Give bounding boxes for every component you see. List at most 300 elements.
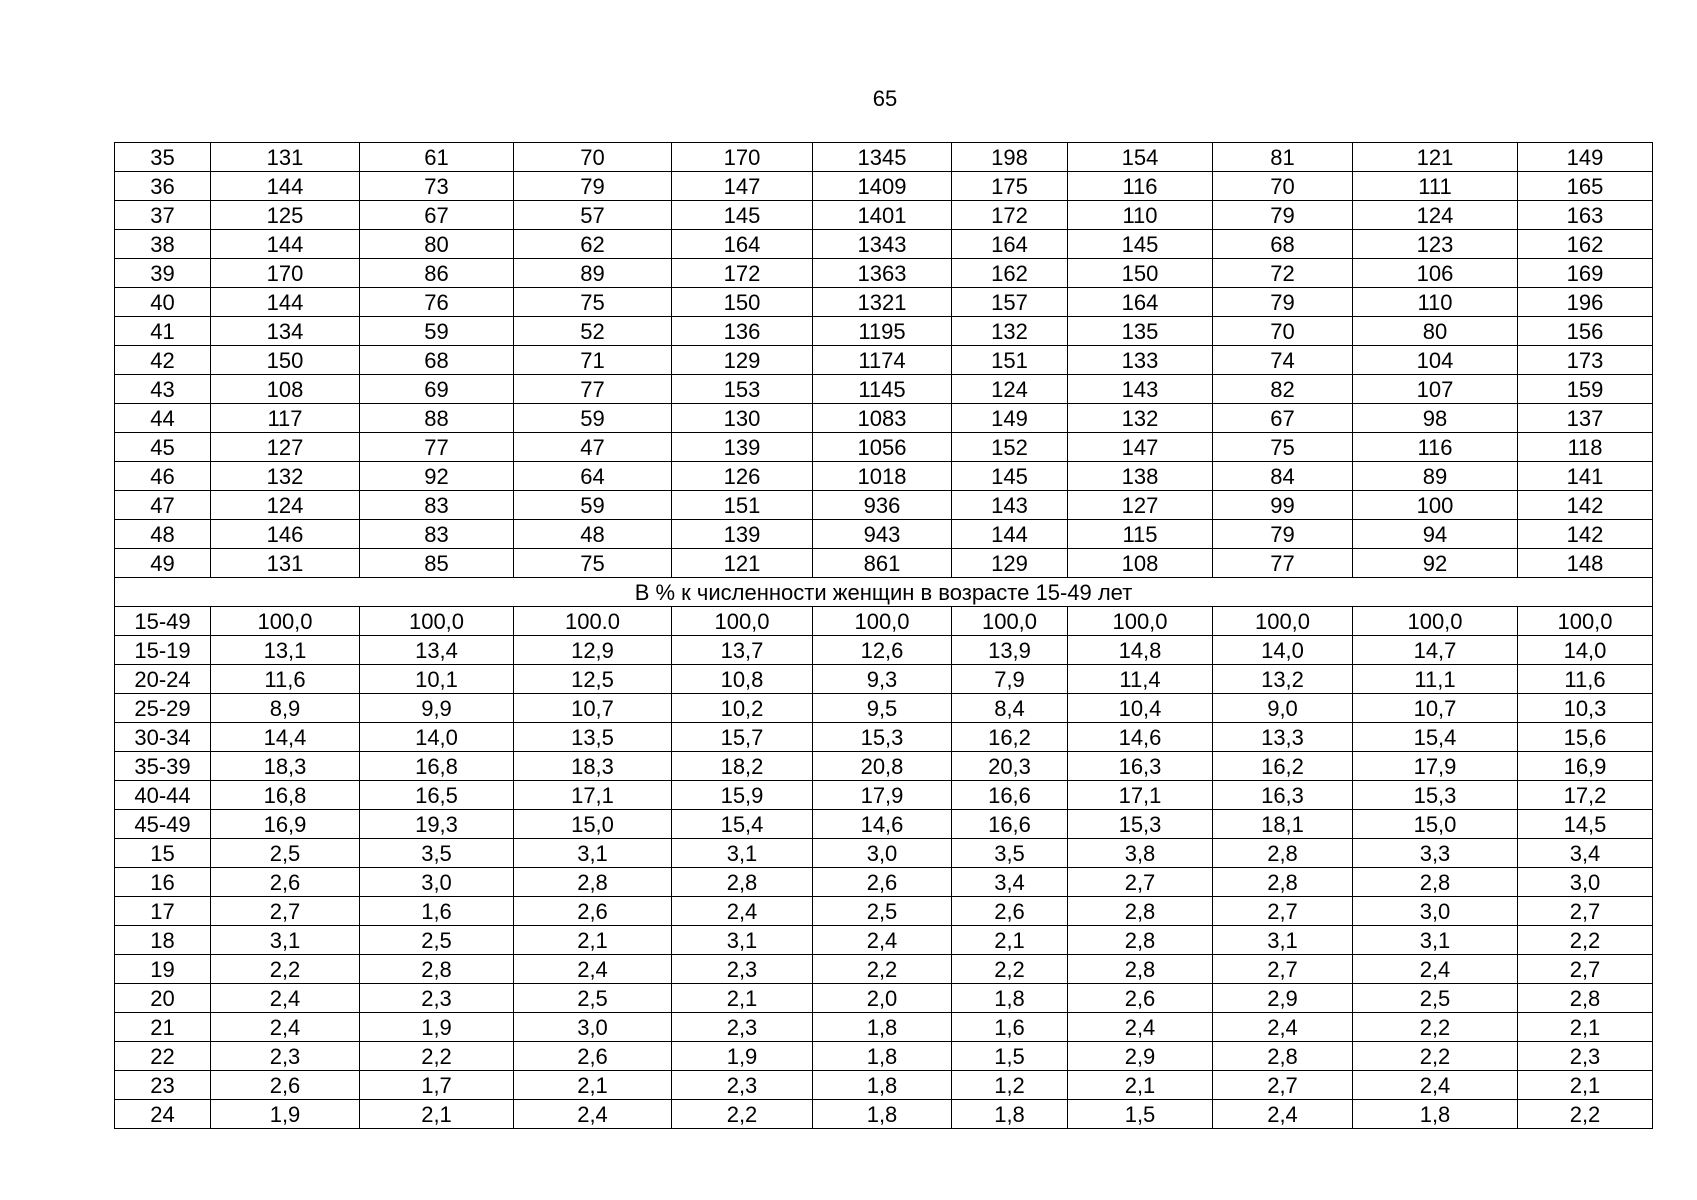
data-cell: 147 <box>672 172 813 201</box>
data-cell: 17,1 <box>514 781 672 810</box>
data-cell: 10,3 <box>1518 694 1653 723</box>
data-cell: 2,8 <box>1068 926 1213 955</box>
data-cell: 2,1 <box>360 1100 514 1129</box>
data-cell: 3,4 <box>952 868 1068 897</box>
row-label-cell: 40 <box>115 288 211 317</box>
row-label-cell: 20-24 <box>115 665 211 694</box>
data-cell: 198 <box>952 143 1068 172</box>
data-cell: 1,5 <box>1068 1100 1213 1129</box>
data-cell: 2,4 <box>514 1100 672 1129</box>
data-cell: 2,4 <box>211 1013 360 1042</box>
table-row <box>115 984 1653 1013</box>
data-cell: 1195 <box>813 317 952 346</box>
row-label-cell: 45 <box>115 433 211 462</box>
data-cell: 144 <box>211 230 360 259</box>
data-cell: 2,1 <box>952 926 1068 955</box>
data-cell: 16,8 <box>360 752 514 781</box>
data-cell: 153 <box>672 375 813 404</box>
data-cell: 10,2 <box>672 694 813 723</box>
data-cell: 2,9 <box>1068 1042 1213 1071</box>
table-row <box>115 288 1653 317</box>
data-cell: 2,3 <box>360 984 514 1013</box>
data-cell: 79 <box>1213 288 1353 317</box>
table-row <box>115 317 1653 346</box>
data-cell: 18,1 <box>1213 810 1353 839</box>
data-cell: 2,1 <box>514 1071 672 1100</box>
data-cell: 15,9 <box>672 781 813 810</box>
data-cell: 121 <box>672 549 813 578</box>
data-cell: 2,7 <box>1213 897 1353 926</box>
table-row <box>115 636 1653 665</box>
data-cell: 1343 <box>813 230 952 259</box>
data-cell: 100 <box>1353 491 1518 520</box>
data-cell: 157 <box>952 288 1068 317</box>
data-cell: 2,2 <box>952 955 1068 984</box>
data-cell: 1056 <box>813 433 952 462</box>
data-cell: 83 <box>360 520 514 549</box>
data-cell: 86 <box>360 259 514 288</box>
data-cell: 1,8 <box>813 1042 952 1071</box>
page-number: 65 <box>872 86 898 111</box>
table-row <box>115 346 1653 375</box>
data-cell: 150 <box>672 288 813 317</box>
data-cell: 173 <box>1518 346 1653 375</box>
data-cell: 15,4 <box>672 810 813 839</box>
data-cell: 162 <box>952 259 1068 288</box>
table-row <box>115 694 1653 723</box>
data-cell: 1,9 <box>672 1042 813 1071</box>
data-cell: 3,4 <box>1518 839 1653 868</box>
data-cell: 144 <box>211 172 360 201</box>
data-cell: 1,2 <box>952 1071 1068 1100</box>
data-cell: 1145 <box>813 375 952 404</box>
data-cell: 10,4 <box>1068 694 1213 723</box>
data-table <box>114 142 1653 1129</box>
data-cell: 1,8 <box>813 1100 952 1129</box>
table-row <box>115 375 1653 404</box>
row-label-cell: 20 <box>115 984 211 1013</box>
data-cell: 3,5 <box>952 839 1068 868</box>
data-cell: 2,1 <box>1518 1013 1653 1042</box>
data-cell: 2,8 <box>672 868 813 897</box>
data-cell: 9,3 <box>813 665 952 694</box>
data-cell: 3,0 <box>813 839 952 868</box>
data-cell: 1,6 <box>360 897 514 926</box>
data-cell: 156 <box>1518 317 1653 346</box>
row-label-cell: 25-29 <box>115 694 211 723</box>
data-cell: 94 <box>1353 520 1518 549</box>
data-cell: 2,9 <box>1213 984 1353 1013</box>
data-cell: 14,5 <box>1518 810 1653 839</box>
data-cell: 110 <box>1068 201 1213 230</box>
data-cell: 123 <box>1353 230 1518 259</box>
data-cell: 104 <box>1353 346 1518 375</box>
data-cell: 2,6 <box>813 868 952 897</box>
data-cell: 144 <box>211 288 360 317</box>
data-cell: 8,4 <box>952 694 1068 723</box>
table-row <box>115 1071 1653 1100</box>
table-row <box>115 491 1653 520</box>
data-cell: 164 <box>952 230 1068 259</box>
data-cell: 2,8 <box>1353 868 1518 897</box>
data-cell: 14,4 <box>211 723 360 752</box>
table-row <box>115 752 1653 781</box>
data-cell: 100.0 <box>514 607 672 636</box>
data-cell: 152 <box>952 433 1068 462</box>
data-cell: 16,9 <box>1518 752 1653 781</box>
data-cell: 15,7 <box>672 723 813 752</box>
data-cell: 3,1 <box>1213 926 1353 955</box>
data-cell: 15,6 <box>1518 723 1653 752</box>
data-cell: 79 <box>1213 201 1353 230</box>
row-label-cell: 22 <box>115 1042 211 1071</box>
data-cell: 73 <box>360 172 514 201</box>
row-label-cell: 15-49 <box>115 607 211 636</box>
data-cell: 3,0 <box>514 1013 672 1042</box>
data-cell: 150 <box>1068 259 1213 288</box>
data-cell: 149 <box>1518 143 1653 172</box>
data-cell: 2,3 <box>672 1071 813 1100</box>
section-header-row <box>115 578 1653 607</box>
data-cell: 18,2 <box>672 752 813 781</box>
data-cell: 118 <box>1518 433 1653 462</box>
data-cell: 116 <box>1068 172 1213 201</box>
data-cell: 150 <box>211 346 360 375</box>
row-label-cell: 48 <box>115 520 211 549</box>
data-cell: 13,9 <box>952 636 1068 665</box>
data-cell: 2,8 <box>514 868 672 897</box>
data-cell: 2,3 <box>672 955 813 984</box>
data-cell: 77 <box>360 433 514 462</box>
data-cell: 16,6 <box>952 781 1068 810</box>
data-cell: 3,1 <box>211 926 360 955</box>
data-cell: 110 <box>1353 288 1518 317</box>
data-cell: 2,2 <box>672 1100 813 1129</box>
data-cell: 108 <box>1068 549 1213 578</box>
data-cell: 170 <box>211 259 360 288</box>
data-cell: 2,8 <box>1068 897 1213 926</box>
data-cell: 11,6 <box>211 665 360 694</box>
data-cell: 145 <box>1068 230 1213 259</box>
data-cell: 1345 <box>813 143 952 172</box>
data-cell: 13,2 <box>1213 665 1353 694</box>
data-cell: 59 <box>514 404 672 433</box>
data-cell: 1321 <box>813 288 952 317</box>
data-cell: 68 <box>1213 230 1353 259</box>
data-cell: 3,1 <box>672 926 813 955</box>
data-cell: 2,2 <box>211 955 360 984</box>
data-cell: 107 <box>1353 375 1518 404</box>
table-row <box>115 404 1653 433</box>
data-cell: 100,0 <box>1353 607 1518 636</box>
data-cell: 136 <box>672 317 813 346</box>
data-cell: 100,0 <box>211 607 360 636</box>
data-cell: 165 <box>1518 172 1653 201</box>
data-cell: 2,8 <box>1213 868 1353 897</box>
row-label-cell: 17 <box>115 897 211 926</box>
data-cell: 943 <box>813 520 952 549</box>
data-cell: 14,6 <box>813 810 952 839</box>
data-cell: 127 <box>1068 491 1213 520</box>
data-cell: 138 <box>1068 462 1213 491</box>
data-cell: 100,0 <box>1213 607 1353 636</box>
data-cell: 129 <box>672 346 813 375</box>
data-cell: 159 <box>1518 375 1653 404</box>
table-row <box>115 1013 1653 1042</box>
data-cell: 116 <box>1353 433 1518 462</box>
data-cell: 2,5 <box>514 984 672 1013</box>
data-cell: 14,8 <box>1068 636 1213 665</box>
data-cell: 121 <box>1353 143 1518 172</box>
row-label-cell: 46 <box>115 462 211 491</box>
data-cell: 125 <box>211 201 360 230</box>
data-cell: 2,8 <box>1213 1042 1353 1071</box>
data-cell: 3,1 <box>1353 926 1518 955</box>
data-cell: 64 <box>514 462 672 491</box>
data-cell: 154 <box>1068 143 1213 172</box>
data-cell: 70 <box>514 143 672 172</box>
table-row <box>115 665 1653 694</box>
data-cell: 77 <box>1213 549 1353 578</box>
data-cell: 15,0 <box>514 810 672 839</box>
data-cell: 2,4 <box>514 955 672 984</box>
data-cell: 76 <box>360 288 514 317</box>
table-row <box>115 810 1653 839</box>
data-cell: 10,7 <box>514 694 672 723</box>
data-cell: 12,5 <box>514 665 672 694</box>
row-label-cell: 37 <box>115 201 211 230</box>
data-cell: 172 <box>952 201 1068 230</box>
data-cell: 88 <box>360 404 514 433</box>
data-cell: 2,6 <box>1068 984 1213 1013</box>
data-cell: 72 <box>1213 259 1353 288</box>
data-cell: 20,3 <box>952 752 1068 781</box>
data-cell: 2,3 <box>211 1042 360 1071</box>
data-cell: 3,0 <box>1353 897 1518 926</box>
data-cell: 9,5 <box>813 694 952 723</box>
data-cell: 100,0 <box>360 607 514 636</box>
data-cell: 2,1 <box>672 984 813 1013</box>
data-cell: 17,2 <box>1518 781 1653 810</box>
data-cell: 2,6 <box>952 897 1068 926</box>
row-label-cell: 30-34 <box>115 723 211 752</box>
row-label-cell: 38 <box>115 230 211 259</box>
data-cell: 124 <box>1353 201 1518 230</box>
data-cell: 77 <box>514 375 672 404</box>
table-row <box>115 723 1653 752</box>
row-label-cell: 45-49 <box>115 810 211 839</box>
data-cell: 2,2 <box>1518 1100 1653 1129</box>
data-cell: 131 <box>211 549 360 578</box>
data-cell: 10,7 <box>1353 694 1518 723</box>
data-cell: 2,4 <box>211 984 360 1013</box>
data-cell: 16,5 <box>360 781 514 810</box>
data-cell: 16,2 <box>1213 752 1353 781</box>
data-cell: 16,6 <box>952 810 1068 839</box>
data-cell: 2,1 <box>1518 1071 1653 1100</box>
table-row <box>115 926 1653 955</box>
data-cell: 98 <box>1353 404 1518 433</box>
row-label-cell: 42 <box>115 346 211 375</box>
data-cell: 2,8 <box>360 955 514 984</box>
data-cell: 132 <box>1068 404 1213 433</box>
data-cell: 164 <box>1068 288 1213 317</box>
data-cell: 2,7 <box>1213 1071 1353 1100</box>
data-cell: 92 <box>1353 549 1518 578</box>
data-cell: 20,8 <box>813 752 952 781</box>
data-cell: 16,9 <box>211 810 360 839</box>
data-cell: 100,0 <box>1518 607 1653 636</box>
data-cell: 135 <box>1068 317 1213 346</box>
row-label-cell: 40-44 <box>115 781 211 810</box>
data-cell: 145 <box>672 201 813 230</box>
table-row <box>115 781 1653 810</box>
data-cell: 3,8 <box>1068 839 1213 868</box>
data-cell: 175 <box>952 172 1068 201</box>
data-cell: 2,8 <box>1068 955 1213 984</box>
data-cell: 59 <box>360 317 514 346</box>
data-cell: 17,9 <box>813 781 952 810</box>
data-cell: 1,8 <box>952 1100 1068 1129</box>
data-cell: 1,5 <box>952 1042 1068 1071</box>
data-cell: 2,4 <box>1353 1071 1518 1100</box>
data-cell: 2,4 <box>813 926 952 955</box>
data-cell: 7,9 <box>952 665 1068 694</box>
data-cell: 139 <box>672 520 813 549</box>
data-cell: 14,6 <box>1068 723 1213 752</box>
data-cell: 3,0 <box>360 868 514 897</box>
data-cell: 2,3 <box>1518 1042 1653 1071</box>
row-label-cell: 35 <box>115 143 211 172</box>
data-cell: 130 <box>672 404 813 433</box>
data-cell: 2,6 <box>211 1071 360 1100</box>
data-cell: 133 <box>1068 346 1213 375</box>
data-cell: 151 <box>672 491 813 520</box>
data-cell: 126 <box>672 462 813 491</box>
data-cell: 79 <box>514 172 672 201</box>
data-cell: 170 <box>672 143 813 172</box>
row-label-cell: 16 <box>115 868 211 897</box>
data-cell: 84 <box>1213 462 1353 491</box>
table-row <box>115 462 1653 491</box>
data-cell: 2,8 <box>1518 984 1653 1013</box>
data-cell: 16,3 <box>1213 781 1353 810</box>
data-cell: 69 <box>360 375 514 404</box>
data-cell: 13,7 <box>672 636 813 665</box>
table-row <box>115 433 1653 462</box>
data-cell: 75 <box>1213 433 1353 462</box>
data-cell: 14,7 <box>1353 636 1518 665</box>
data-cell: 143 <box>952 491 1068 520</box>
data-cell: 127 <box>211 433 360 462</box>
data-cell: 2,5 <box>813 897 952 926</box>
data-cell: 47 <box>514 433 672 462</box>
table-row <box>115 1042 1653 1071</box>
data-cell: 70 <box>1213 317 1353 346</box>
row-label-cell: 49 <box>115 549 211 578</box>
data-cell: 1363 <box>813 259 952 288</box>
data-cell: 79 <box>1213 520 1353 549</box>
data-cell: 2,2 <box>360 1042 514 1071</box>
data-cell: 2,6 <box>211 868 360 897</box>
data-cell: 1083 <box>813 404 952 433</box>
data-cell: 2,4 <box>672 897 813 926</box>
data-cell: 129 <box>952 549 1068 578</box>
row-label-cell: 21 <box>115 1013 211 1042</box>
data-cell: 3,5 <box>360 839 514 868</box>
data-cell: 2,7 <box>1213 955 1353 984</box>
data-cell: 142 <box>1518 491 1653 520</box>
data-cell: 2,1 <box>1068 1071 1213 1100</box>
data-cell: 2,2 <box>1353 1042 1518 1071</box>
row-label-cell: 23 <box>115 1071 211 1100</box>
row-label-cell: 36 <box>115 172 211 201</box>
table-body <box>115 143 1653 1129</box>
data-cell: 67 <box>1213 404 1353 433</box>
data-cell: 9,0 <box>1213 694 1353 723</box>
data-cell: 2,7 <box>1518 955 1653 984</box>
data-cell: 1,8 <box>1353 1100 1518 1129</box>
data-cell: 164 <box>672 230 813 259</box>
data-cell: 2,7 <box>1068 868 1213 897</box>
data-cell: 13,1 <box>211 636 360 665</box>
data-cell: 1409 <box>813 172 952 201</box>
data-cell: 2,4 <box>1353 955 1518 984</box>
data-cell: 1,7 <box>360 1071 514 1100</box>
data-cell: 2,2 <box>1353 1013 1518 1042</box>
data-cell: 68 <box>360 346 514 375</box>
data-cell: 169 <box>1518 259 1653 288</box>
row-label-cell: 15 <box>115 839 211 868</box>
table-row <box>115 955 1653 984</box>
row-label-cell: 35-39 <box>115 752 211 781</box>
data-cell: 134 <box>211 317 360 346</box>
data-cell: 62 <box>514 230 672 259</box>
table-row <box>115 839 1653 868</box>
data-cell: 12,9 <box>514 636 672 665</box>
data-cell: 14,0 <box>1213 636 1353 665</box>
table-row <box>115 172 1653 201</box>
row-label-cell: 19 <box>115 955 211 984</box>
data-cell: 131 <box>211 143 360 172</box>
data-cell: 151 <box>952 346 1068 375</box>
table-row <box>115 259 1653 288</box>
data-cell: 80 <box>360 230 514 259</box>
data-cell: 148 <box>1518 549 1653 578</box>
data-cell: 124 <box>211 491 360 520</box>
data-cell: 10,8 <box>672 665 813 694</box>
data-cell: 145 <box>952 462 1068 491</box>
data-cell: 2,5 <box>1353 984 1518 1013</box>
data-cell: 1,9 <box>360 1013 514 1042</box>
data-cell: 82 <box>1213 375 1353 404</box>
data-cell: 100,0 <box>1068 607 1213 636</box>
data-cell: 117 <box>211 404 360 433</box>
data-cell: 83 <box>360 491 514 520</box>
data-cell: 2,6 <box>514 1042 672 1071</box>
data-cell: 89 <box>1353 462 1518 491</box>
data-cell: 14,0 <box>360 723 514 752</box>
data-cell: 1,9 <box>211 1100 360 1129</box>
data-cell: 17,1 <box>1068 781 1213 810</box>
data-cell: 15,4 <box>1353 723 1518 752</box>
data-cell: 2,2 <box>1518 926 1653 955</box>
data-cell: 163 <box>1518 201 1653 230</box>
data-cell: 89 <box>514 259 672 288</box>
data-cell: 14,0 <box>1518 636 1653 665</box>
data-cell: 196 <box>1518 288 1653 317</box>
data-cell: 71 <box>514 346 672 375</box>
